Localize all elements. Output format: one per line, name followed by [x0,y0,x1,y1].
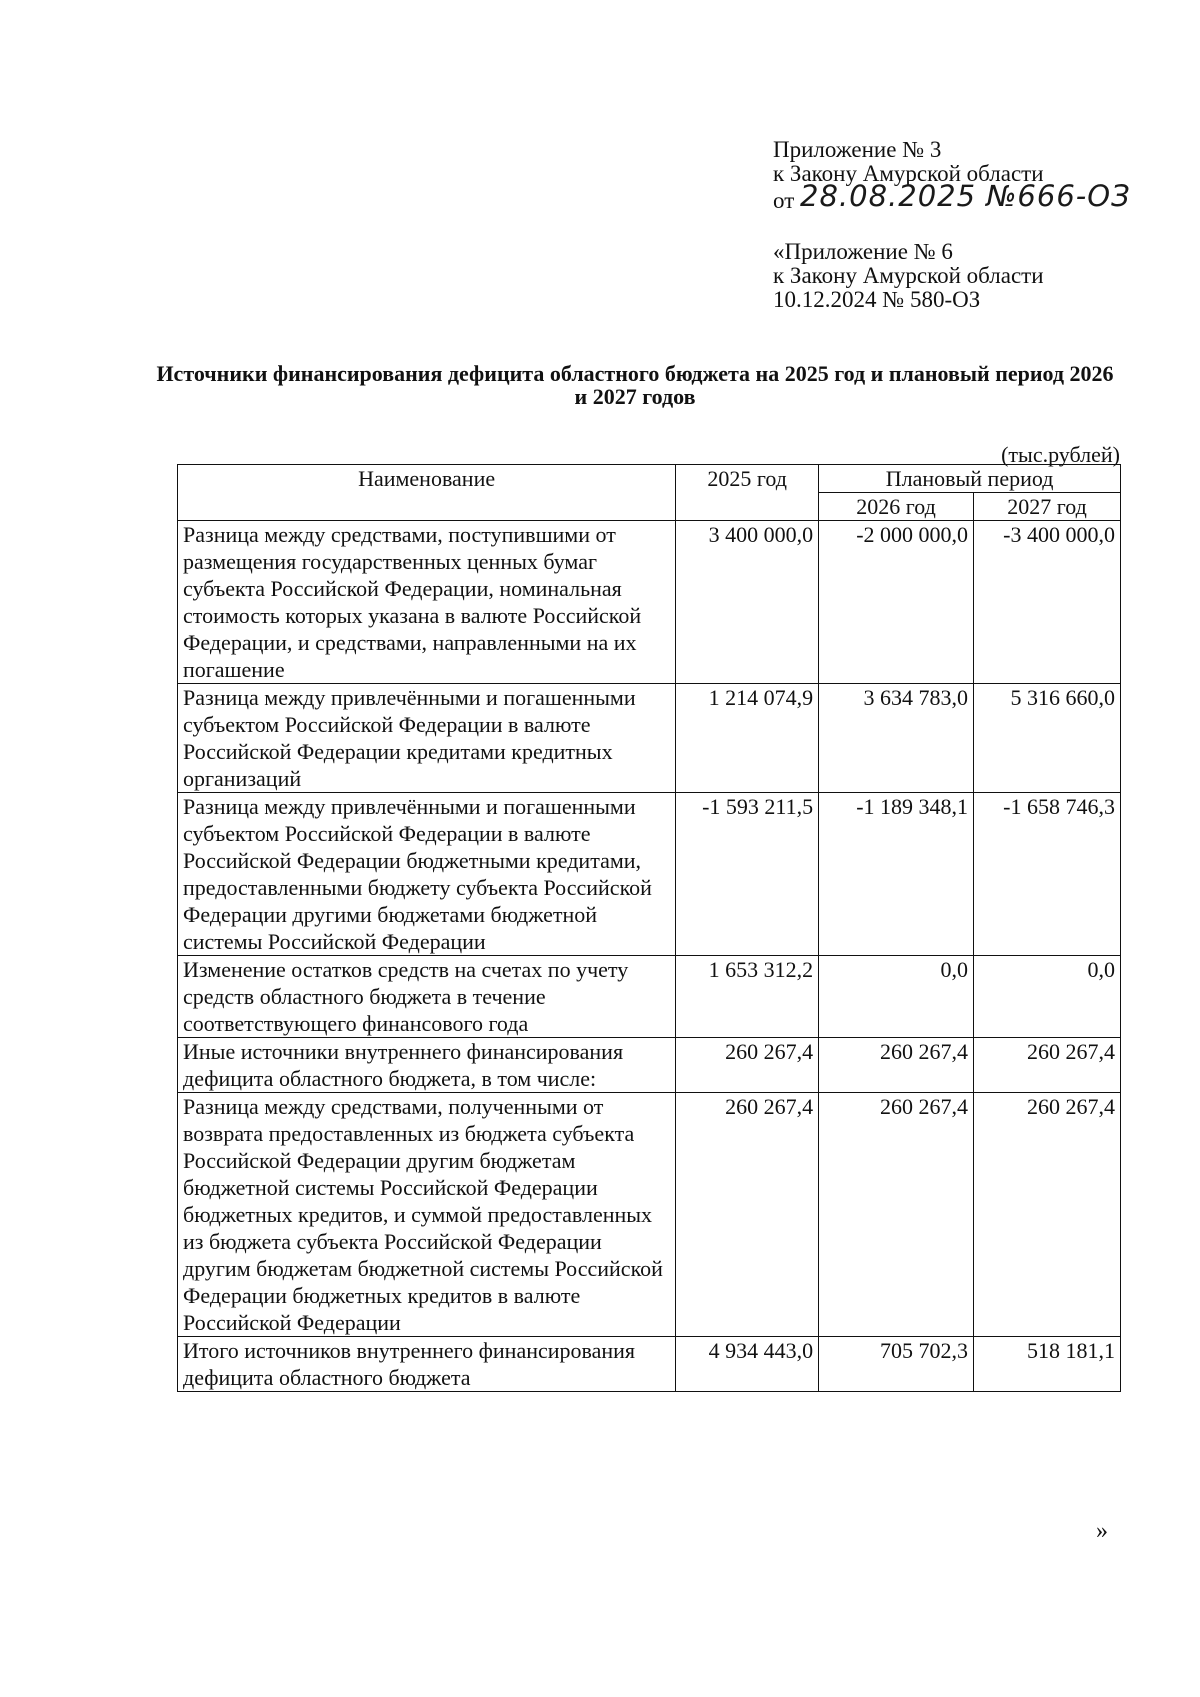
header-name: Наименование [178,465,676,521]
row-value-2025: 260 267,4 [676,1093,819,1337]
document-title: Источники финансирования дефицита областного бюджета на 2025 год и плановый период 2026 и 2027 годов [156,361,1114,409]
row-value-2026: 0,0 [819,956,974,1038]
row-value-2026: 260 267,4 [819,1038,974,1093]
header-2025: 2025 год [676,465,819,521]
row-name: Разница между привлечёнными и погашенными субъектом Российской Федерации в валюте Российской Федерации кредитами кредитных организаций [178,684,676,793]
unit-label: (тыс.рублей) [1001,442,1120,467]
table-row [178,521,1121,684]
closing-quote-mark: » [1096,1518,1108,1544]
row-value-2027: -1 658 746,3 [974,793,1121,956]
appendix-date-prefix: от [773,188,795,213]
appendix-number: Приложение № 3 [773,137,942,162]
header-2026: 2026 год [819,493,974,521]
table-row [178,956,1121,1038]
table-row [178,1093,1121,1337]
prior-appendix-law-ref: к Закону Амурской области [773,263,1044,288]
table-row [178,684,1121,793]
row-value-2026: 705 702,3 [819,1337,974,1392]
table-row [178,1038,1121,1093]
row-name: Разница между средствами, поступившими от размещения государственных ценных бумаг субъекта Российской Федерации, номинальная стоимость которых указана в валюте Российской Федерации, и средствами, направленными на их погашение [178,521,676,684]
row-name: Иные источники внутреннего финансирования дефицита областного бюджета, в том числе: [178,1038,676,1093]
row-name: Разница между средствами, полученными от возврата предоставленных из бюджета субъекта Российской Федерации другим бюджетам бюджетной системы Российской Федерации бюджетных кредитов, и суммой предоставленных из бюджета субъекта Российской Федерации другим бюджетам бюджетной системы Российской Федерации бюджетных кредитов в валюте Российской Федерации [178,1093,676,1337]
row-name: Изменение остатков средств на счетах по учету средств областного бюджета в течение соответствующего финансового года [178,956,676,1038]
financing-sources-table [177,464,1121,1392]
appendix-law-ref: к Закону Амурской области [773,161,1044,186]
row-value-2027: 0,0 [974,956,1121,1038]
header-planned-period: Плановый период [819,465,1121,493]
row-value-2025: 4 934 443,0 [676,1337,819,1392]
row-name: Итого источников внутреннего финансирования дефицита областного бюджета [178,1337,676,1392]
row-value-2027: 518 181,1 [974,1337,1121,1392]
header-2027: 2027 год [974,493,1121,521]
row-value-2026: -2 000 000,0 [819,521,974,684]
row-name: Разница между привлечёнными и погашенными субъектом Российской Федерации в валюте Российской Федерации бюджетными кредитами, предоставленными бюджету субъекта Российской Федерации другими бюджетами бюджетной системы Российской Федерации [178,793,676,956]
row-value-2025: 1 653 312,2 [676,956,819,1038]
row-value-2027: 260 267,4 [974,1038,1121,1093]
table-row [178,793,1121,956]
prior-appendix-date: 10.12.2024 № 580-ОЗ [773,287,981,312]
appendix-date-line [773,179,1173,213]
row-value-2027: -3 400 000,0 [974,521,1121,684]
table-header-row [178,465,1121,493]
row-value-2025: 260 267,4 [676,1038,819,1093]
row-value-2027: 5 316 660,0 [974,684,1121,793]
row-value-2027: 260 267,4 [974,1093,1121,1337]
row-value-2025: 3 400 000,0 [676,521,819,684]
row-value-2025: -1 593 211,5 [676,793,819,956]
appendix-header [773,138,1173,213]
row-value-2025: 1 214 074,9 [676,684,819,793]
row-value-2026: -1 189 348,1 [819,793,974,956]
prior-appendix-number: «Приложение № 6 [773,239,953,264]
row-value-2026: 260 267,4 [819,1093,974,1337]
row-value-2026: 3 634 783,0 [819,684,974,793]
table-row-total [178,1337,1121,1392]
prior-appendix-header [773,240,1173,312]
handwritten-date-number: 28.08.2025 №666-ОЗ [800,179,1131,213]
